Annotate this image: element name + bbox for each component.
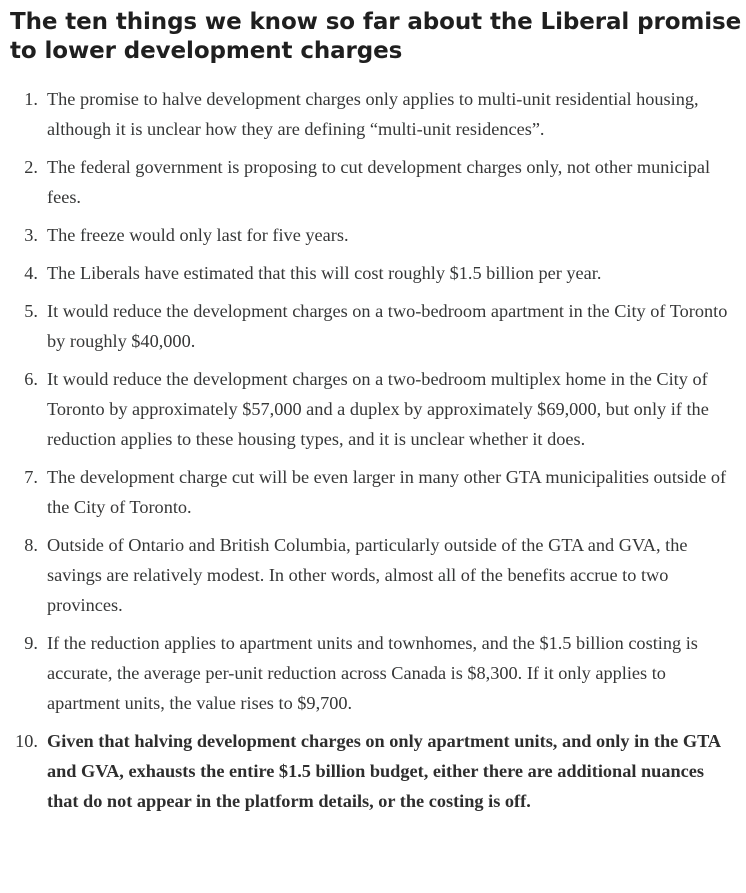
list-item-number: 1. bbox=[24, 89, 38, 109]
list-item-text: It would reduce the development charges on a two-bedroom multiplex home in the City of Toronto by approximately $57,000 and a duplex by approximately $69,000, but only if the reduction applies to these housing types, and it is unclear whether it does. bbox=[47, 369, 709, 449]
list-item-text: If the reduction applies to apartment units and townhomes, and the $1.5 billion costing is accurate, the average per-unit reduction across Canada is $8,300. If it only applies to apartment units, the value rises to $9,700. bbox=[47, 633, 698, 713]
numbered-list bbox=[0, 84, 746, 816]
list-item-number: 10. bbox=[15, 731, 38, 751]
list-item bbox=[0, 628, 746, 718]
list-item bbox=[0, 152, 746, 212]
list-item-text: Given that halving development charges on only apartment units, and only in the GTA and GVA, exhausts the entire $1.5 billion budget, either there are additional nuances that do not appear in the platform details, or the costing is off. bbox=[47, 731, 721, 811]
list-item-emphasized bbox=[0, 726, 746, 816]
list-item bbox=[0, 462, 746, 522]
list-item-text: The freeze would only last for five years. bbox=[47, 225, 349, 245]
list-item-number: 5. bbox=[24, 301, 38, 321]
list-item-text: Outside of Ontario and British Columbia, particularly outside of the GTA and GVA, the savings are relatively modest. In other words, almost all of the benefits accrue to two provinces. bbox=[47, 535, 688, 615]
list-item bbox=[0, 296, 746, 356]
list-item-text: The promise to halve development charges only applies to multi-unit residential housing, although it is unclear how they are defining “multi-unit residences”. bbox=[47, 89, 699, 139]
list-item-number: 9. bbox=[24, 633, 38, 653]
list-item bbox=[0, 364, 746, 454]
list-item-number: 8. bbox=[24, 535, 38, 555]
list-item-text: It would reduce the development charges on a two-bedroom apartment in the City of Toronto by roughly $40,000. bbox=[47, 301, 728, 351]
list-item-number: 7. bbox=[24, 467, 38, 487]
list-item bbox=[0, 84, 746, 144]
list-item-text: The Liberals have estimated that this will cost roughly $1.5 billion per year. bbox=[47, 263, 602, 283]
article-title: The ten things we know so far about the Liberal promise to lower development charges bbox=[10, 9, 742, 64]
list-item-number: 6. bbox=[24, 369, 38, 389]
list-item-number: 2. bbox=[24, 157, 38, 177]
list-item-text: The development charge cut will be even larger in many other GTA municipalities outside of the City of Toronto. bbox=[47, 467, 727, 517]
list-item-number: 4. bbox=[24, 263, 38, 283]
list-item-number: 3. bbox=[24, 225, 38, 245]
list-item-text: The federal government is proposing to cut development charges only, not other municipal fees. bbox=[47, 157, 711, 207]
list-item bbox=[0, 530, 746, 620]
list-item bbox=[0, 258, 746, 288]
list-item bbox=[0, 220, 746, 250]
